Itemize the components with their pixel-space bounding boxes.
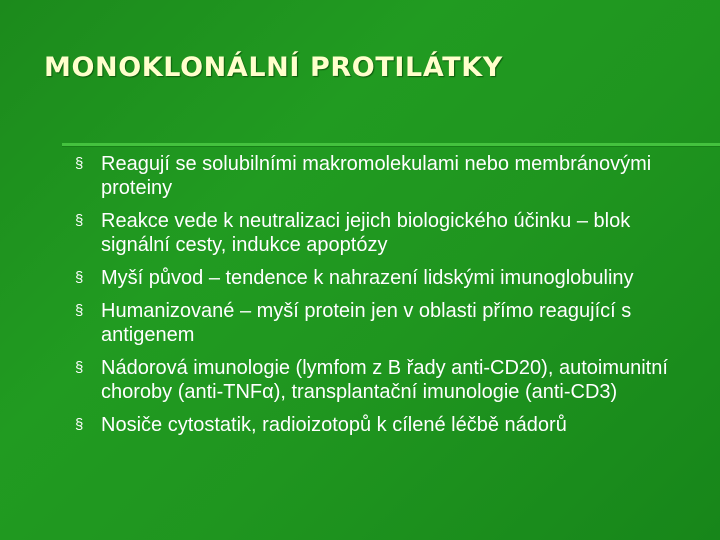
bullet-text: Reakce vede k neutralizaci jejich biologického účinku – blok signální cesty, indukce apoptózy [101,210,631,256]
bullet-list [75,152,695,446]
bullet-text: Reagují se solubilními makromolekulami nebo membránovými proteiny [101,153,652,199]
bullet-marker-icon: § [75,359,84,376]
bullet-item [75,209,695,257]
bullet-text: Humanizované – myší protein jen v oblasti přímo reagující s antigenem [101,300,632,346]
bullet-item [75,152,695,200]
bullet-marker-icon: § [75,212,84,229]
title-divider [62,143,720,146]
bullet-marker-icon: § [75,155,84,172]
bullet-item [75,413,695,437]
bullet-marker-icon: § [75,269,84,286]
slide-title: MONOKLONÁLNÍ PROTILÁTKY [44,52,503,83]
bullet-text: Myší původ – tendence k nahrazení lidskými imunoglobuliny [101,267,634,289]
bullet-marker-icon: § [75,302,84,319]
bullet-text: Nádorová imunologie (lymfom z B řady anti-CD20), autoimunitní choroby (anti-TNFα), transplantační imunologie (anti-CD3) [101,357,668,403]
bullet-item [75,356,695,404]
bullet-marker-icon: § [75,416,84,433]
bullet-text: Nosiče cytostatik, radioizotopů k cílené léčbě nádorů [101,414,567,436]
bullet-item [75,299,695,347]
bullet-item [75,266,695,290]
